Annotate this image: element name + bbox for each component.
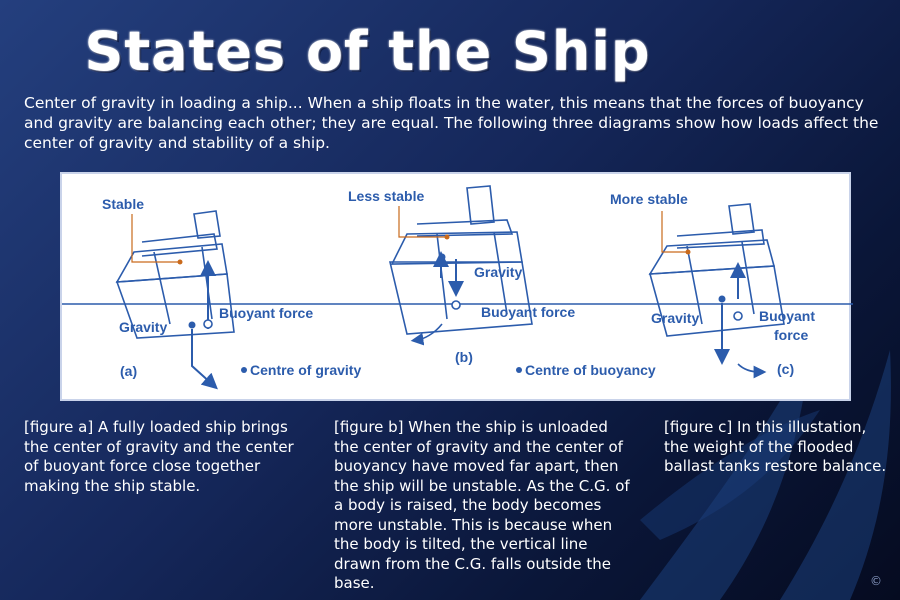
label-buoyant-c-1: Buoyant — [759, 308, 815, 324]
label-less-stable: Less stable — [348, 188, 425, 204]
legend-buoyancy-dot — [516, 367, 522, 373]
label-buoyant-c-2: force — [774, 327, 809, 343]
page-title: States of the Ship — [84, 20, 651, 83]
gravity-point-b — [439, 254, 446, 261]
legend-gravity: Centre of gravity — [250, 362, 362, 378]
label-more-stable: More stable — [610, 191, 688, 207]
gravity-point-a — [189, 322, 196, 329]
buoyancy-point-b — [452, 301, 460, 309]
label-c: (c) — [777, 361, 795, 377]
intro-text: Center of gravity in loading a ship... When a ship floats in the water, this means that the forces of buoyancy and gravity are balancing each other; they are equal. The following three diagrams show how loads affect the center of gravity and stability of a ship. — [24, 94, 879, 152]
copyright-mark: © — [870, 574, 882, 588]
label-stable: Stable — [102, 196, 145, 212]
caption-figure-a: [figure a] A fully loaded ship brings the center of gravity and the center of buoyant force close together making the ship stable. — [24, 418, 294, 495]
label-gravity-c: Gravity — [651, 310, 700, 326]
stability-diagram — [60, 172, 851, 401]
label-a: (a) — [120, 363, 138, 379]
gravity-point-c — [719, 296, 726, 303]
legend-buoyancy: Centre of buoyancy — [525, 362, 656, 378]
gravity-arrow-a — [192, 329, 212, 384]
buoyancy-point-c — [734, 312, 742, 320]
legend-gravity-dot — [241, 367, 247, 373]
label-gravity-a: Gravity — [119, 319, 168, 335]
label-gravity-b: Gravity — [474, 264, 523, 280]
label-b: (b) — [455, 349, 473, 365]
caption-figure-b: [figure b] When the ship is unloaded the center of gravity and the center of buoyancy have moved far apart, then the ship will be unstable. As the C.G. of a body is raised, the body becomes more unstable. This is because when the body is tilted, the vertical line drawn from the C.G. falls outside the base. — [334, 418, 630, 592]
label-buoyant-a: Buoyant force — [219, 305, 314, 321]
caption-figure-c: [figure c] In this illustation, the weight of the flooded ballast tanks restore balance. — [664, 418, 887, 475]
label-buoyant-b: Buoyant force — [481, 304, 576, 320]
buoyancy-point-a — [204, 320, 212, 328]
